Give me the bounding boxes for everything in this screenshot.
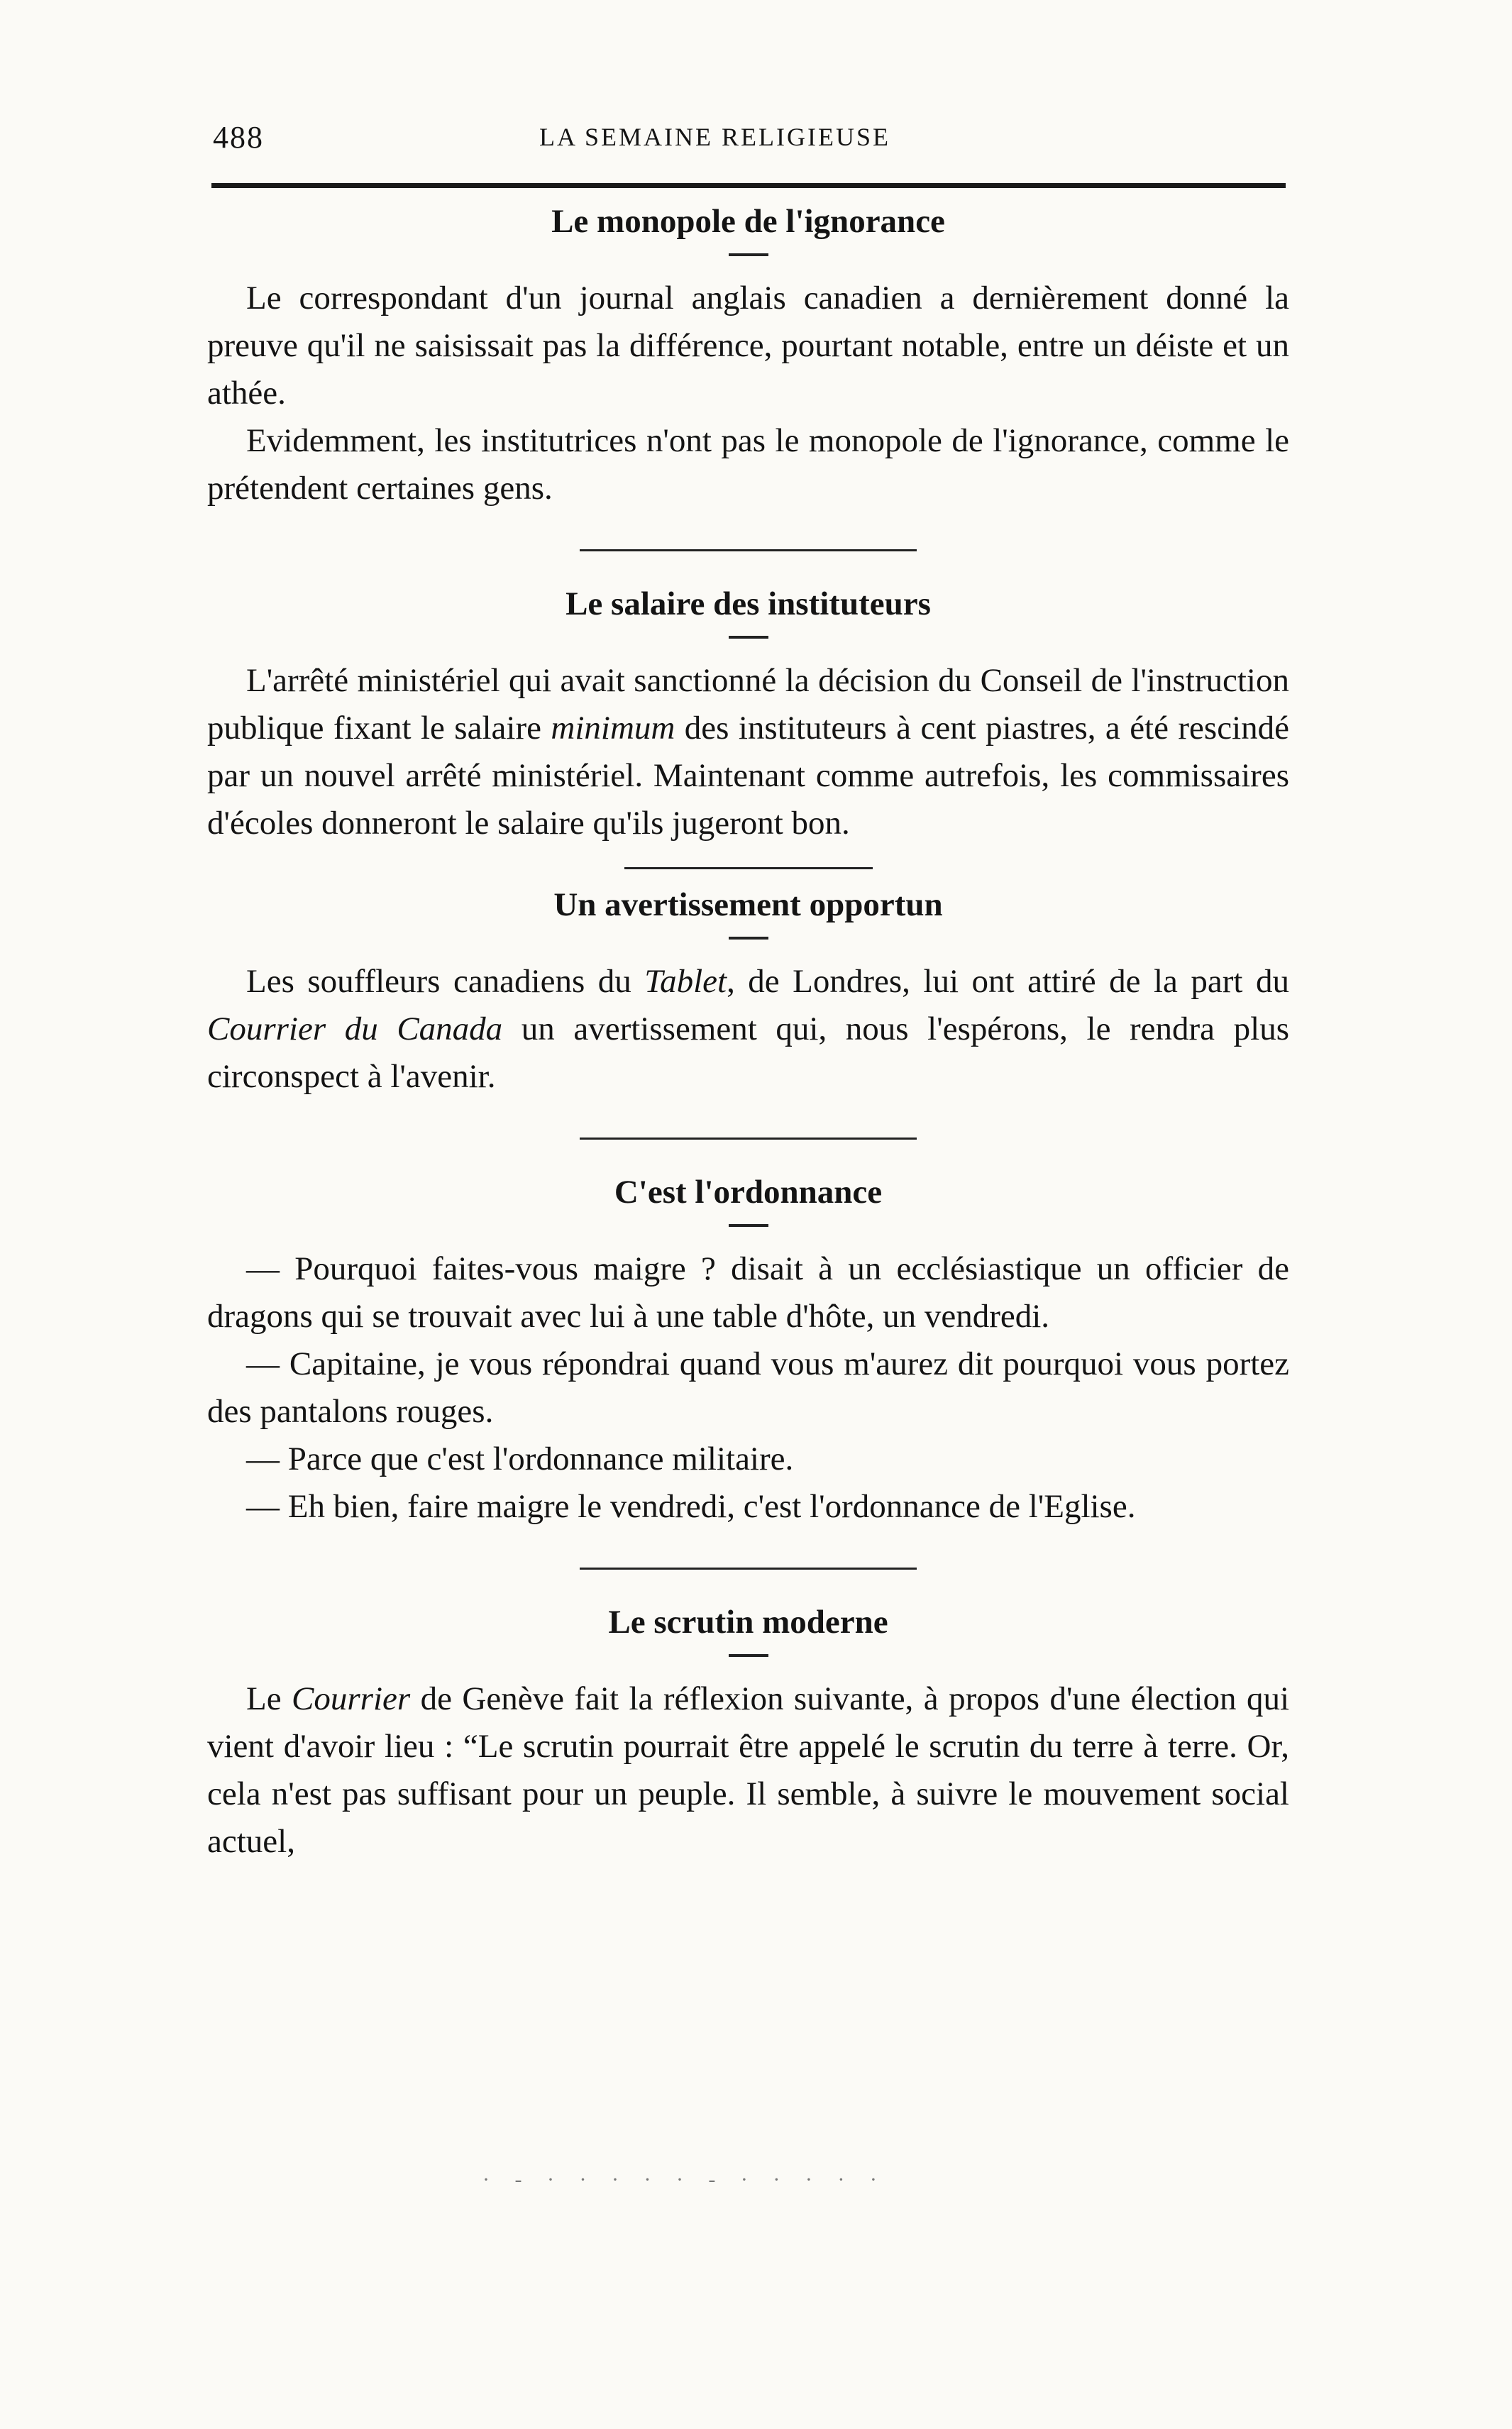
text-run: Les souffleurs canadiens du [246, 963, 645, 1001]
title-dash [729, 1224, 768, 1227]
text-run: Le [246, 1680, 292, 1718]
dialogue-line: — Capitaine, je vous répondrai quand vous m'aurez dit pourquoi vous portez des pantalons rouges. [207, 1345, 1289, 1431]
section-title: Le salaire des instituteurs [565, 585, 931, 623]
title-dash [729, 636, 768, 639]
title-dash [729, 253, 768, 256]
dialogue-line: — Pourquoi faites-vous maigre ? disait à un ecclésiastique un officier de dragons qui se trouvait avec lui à une table d'hôte, un vendredi. [207, 1250, 1289, 1335]
text-run: de Genève fait la réflexion suivante, à propos d'une élection qui vient d'avoir lieu : “Le scrutin pourrait être appelé le scrutin du terre à terre. Or, cela n'est pas suffisant pour un peuple. Il semble, à suivre le mouvement social actuel, [207, 1680, 1289, 1861]
italic-term: Tablet [644, 963, 727, 1001]
title-dash [729, 1654, 768, 1657]
section-avertissement-opportun [207, 883, 1289, 1101]
journal-title: LA SEMAINE RELIGIEUSE [539, 123, 890, 151]
section-title: C'est l'ordonnance [614, 1174, 883, 1211]
text-run: des instituteurs à cent piastres, a été rescindé par un nouvel arrêté ministériel. Maintenant comme autrefois, les commissaires d'écoles donneront le salaire qu'ils jugeront bon. [207, 710, 1289, 842]
header-rule [211, 183, 1286, 188]
dialogue-line: — Parce que c'est l'ordonnance militaire. [246, 1441, 794, 1478]
section-title: Le scrutin moderne [608, 1604, 888, 1641]
section-separator [580, 1138, 917, 1140]
page-body [207, 200, 1289, 1866]
section-ordonnance [207, 1171, 1289, 1531]
paragraph: Le correspondant d'un journal anglais canadien a dernièrement donné la preuve qu'il ne saisissait pas la différence, pourtant notable, entre un déiste et un athée. [207, 280, 1289, 412]
paragraph [207, 958, 1289, 1101]
section-monopole-ignorance [207, 200, 1289, 512]
page-number: 488 [213, 120, 264, 155]
italic-term: minimum [551, 710, 675, 747]
text-run: L'arrêté ministériel qui avait sanctionné la décision du Conseil de l'instruction publique fixant le salaire [207, 662, 1289, 747]
section-title: Un avertissement opportun [553, 886, 943, 924]
section-salaire-instituteurs [207, 583, 1289, 847]
paragraph [207, 1675, 1289, 1866]
text-run: un avertissement qui, nous l'espérons, le rendra plus circonspect à l'avenir. [207, 1010, 1289, 1096]
paragraph [207, 657, 1289, 847]
paragraph: Evidemment, les institutrices n'ont pas le monopole de l'ignorance, comme le prétendent certaines gens. [207, 422, 1289, 507]
dialogue-line: — Eh bien, faire maigre le vendredi, c'est l'ordonnance de l'Eglise. [246, 1488, 1136, 1526]
running-head [213, 119, 1284, 169]
section-separator [580, 549, 917, 551]
italic-term: Courrier du Canada [207, 1010, 503, 1048]
italic-term: Courrier [292, 1680, 411, 1718]
title-dash [729, 937, 768, 940]
section-scrutin-moderne [207, 1601, 1289, 1866]
section-separator [624, 867, 873, 869]
text-run: , de Londres, lui ont attiré de la part du [727, 963, 1289, 1001]
section-title: Le monopole de l'ignorance [551, 203, 945, 240]
print-bleed-through: · - · · · · · - · · · · · [482, 2168, 887, 2191]
section-separator [580, 1568, 917, 1570]
